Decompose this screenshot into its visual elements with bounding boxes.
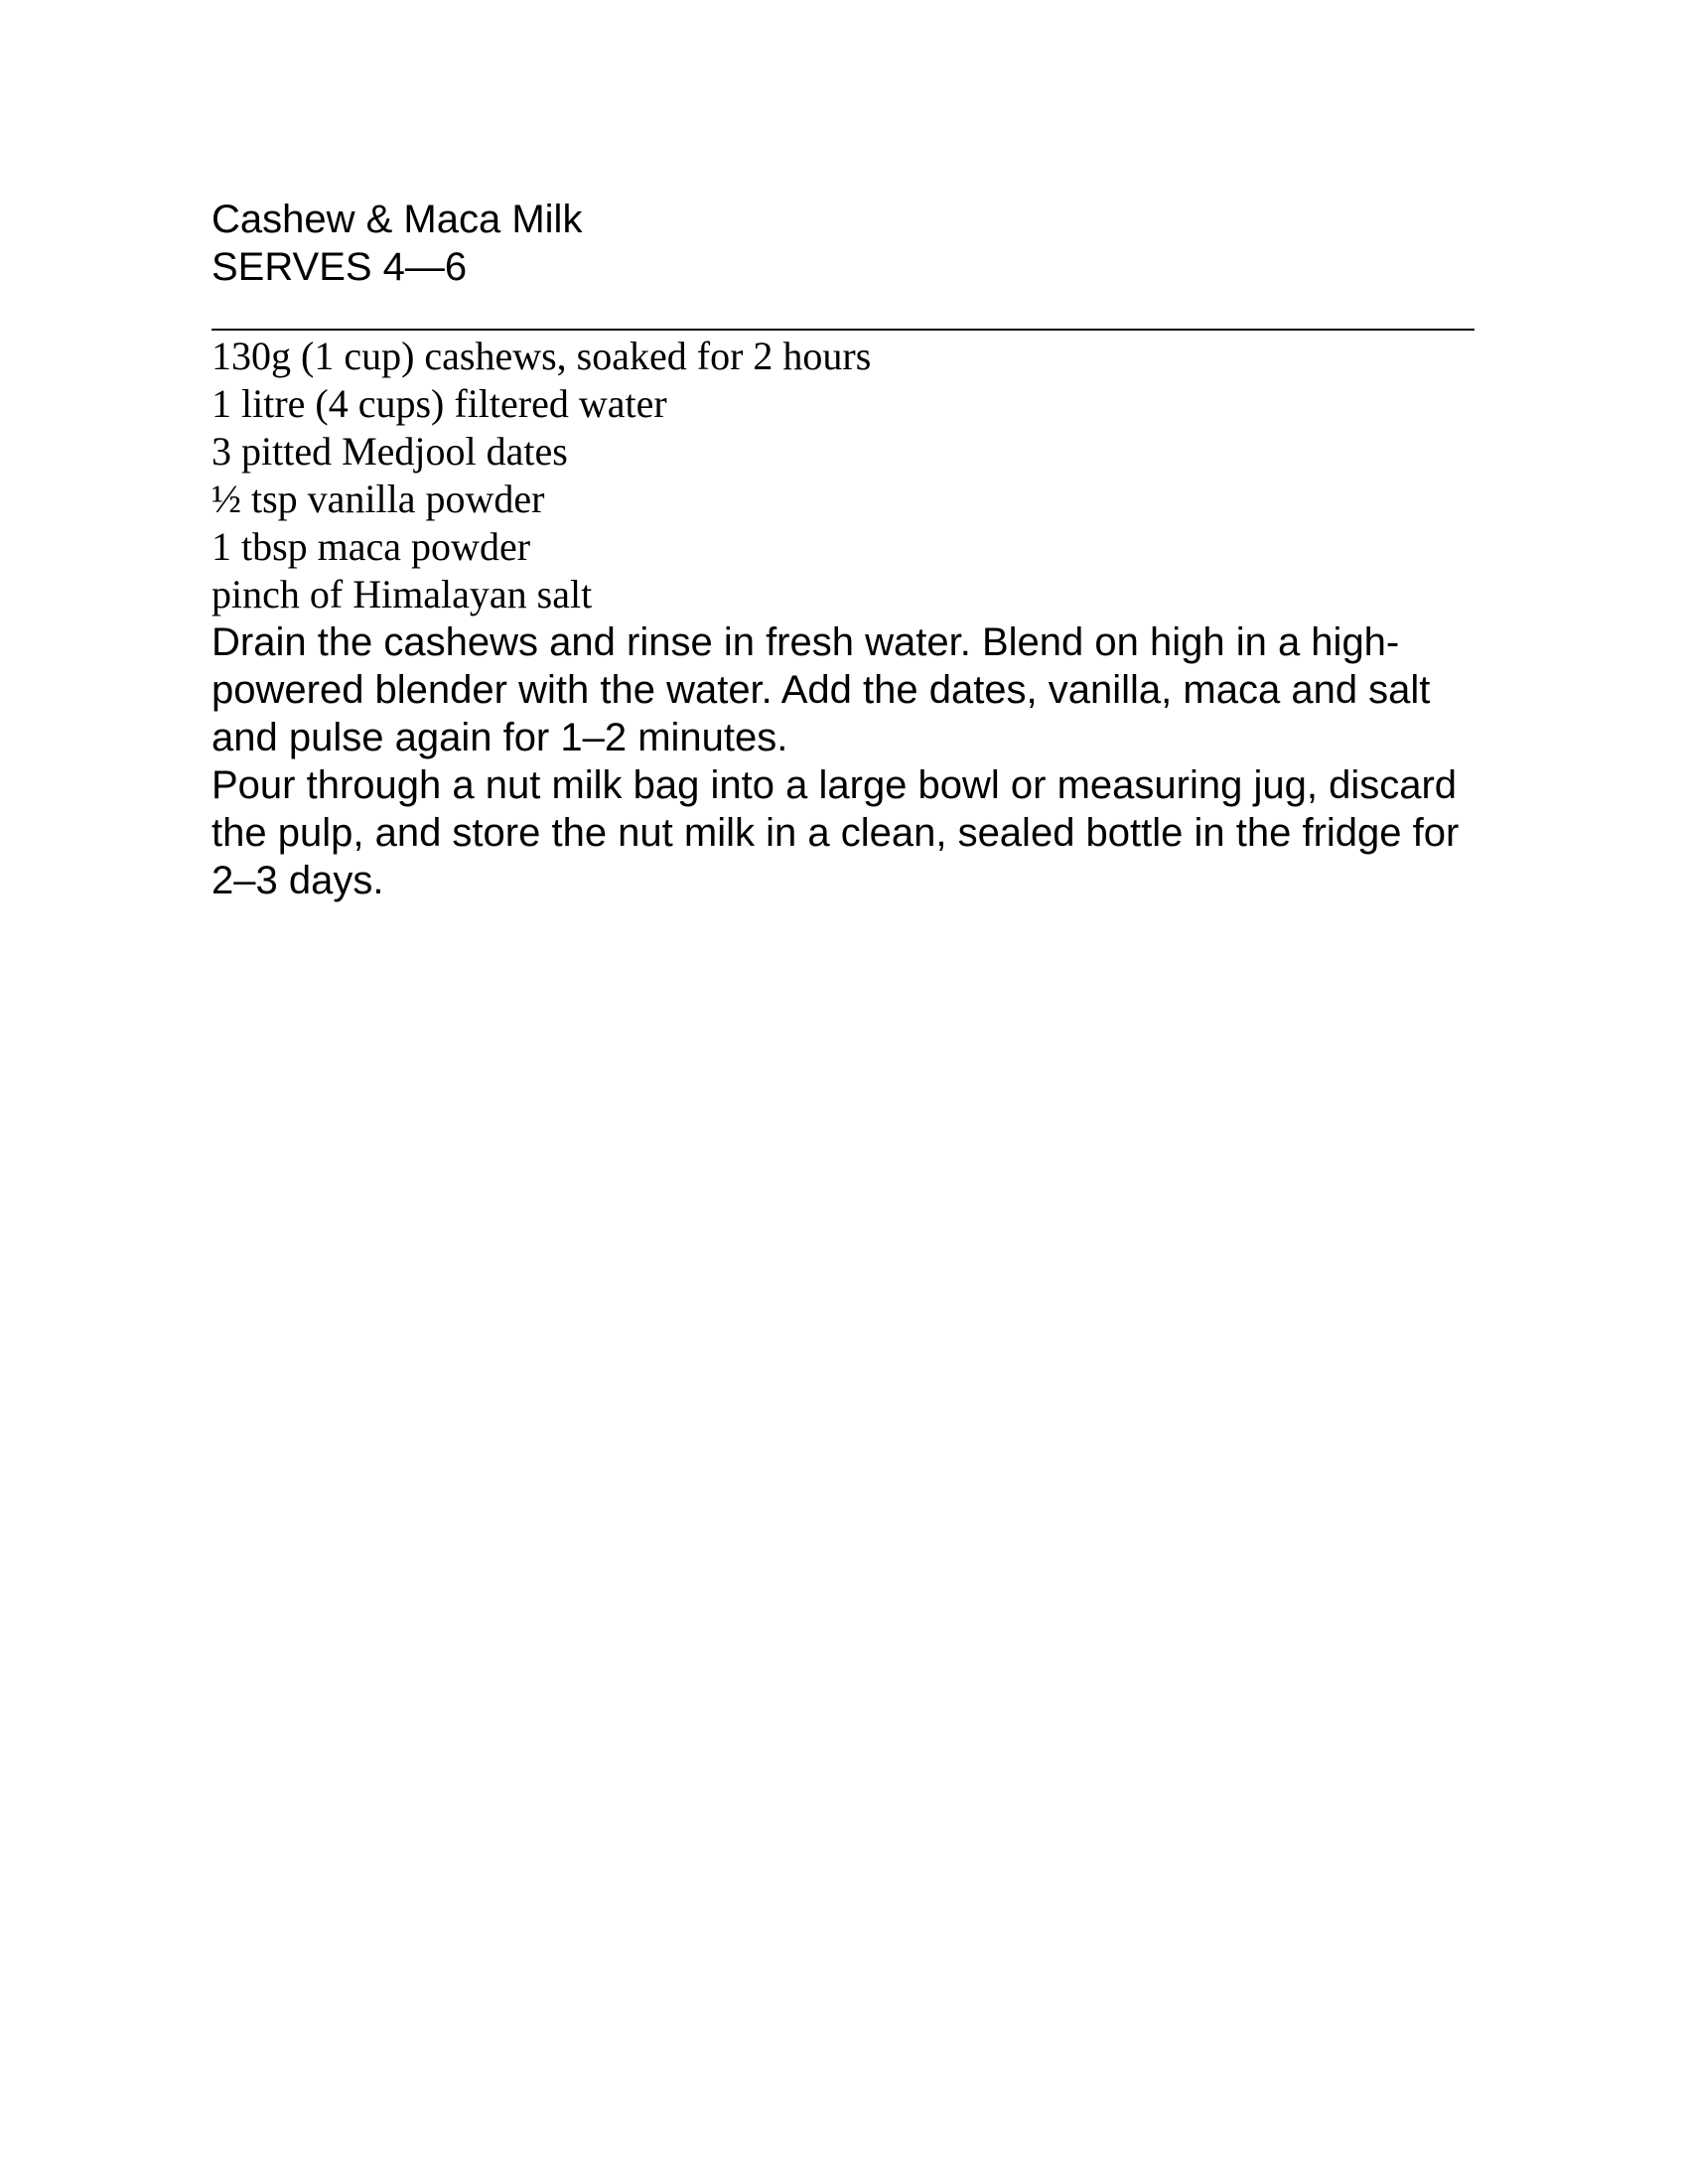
method-step: Drain the cashews and rinse in fresh water. Blend on high in a high-powered blender with the water. Add the dates, vanilla, maca and salt and pulse again for 1–2 minutes.: [211, 620, 1431, 759]
ingredient-item: 1 tbsp maca powder: [211, 524, 531, 569]
ingredient-item: 130g (1 cup) cashews, soaked for 2 hours: [211, 334, 872, 378]
ingredient-item: 3 pitted Medjool dates: [211, 429, 568, 474]
ingredient-list: [211, 333, 1482, 618]
ingredient-item: pinch of Himalayan salt: [211, 572, 593, 616]
method-step: Pour through a nut milk bag into a large bowl or measuring jug, discard the pulp, and store the nut milk in a clean, sealed bottle in the fridge for 2–3 days.: [211, 763, 1460, 902]
method-section: [211, 618, 1482, 904]
ingredient-item: 1 litre (4 cups) filtered water: [211, 381, 667, 426]
ingredient-item: ½ tsp vanilla powder: [211, 477, 545, 521]
divider-rule: [211, 329, 1475, 331]
recipe-serves: SERVES 4—6: [211, 245, 468, 289]
recipe: [211, 196, 1482, 904]
recipe-title: Cashew & Maca Milk: [211, 198, 583, 241]
